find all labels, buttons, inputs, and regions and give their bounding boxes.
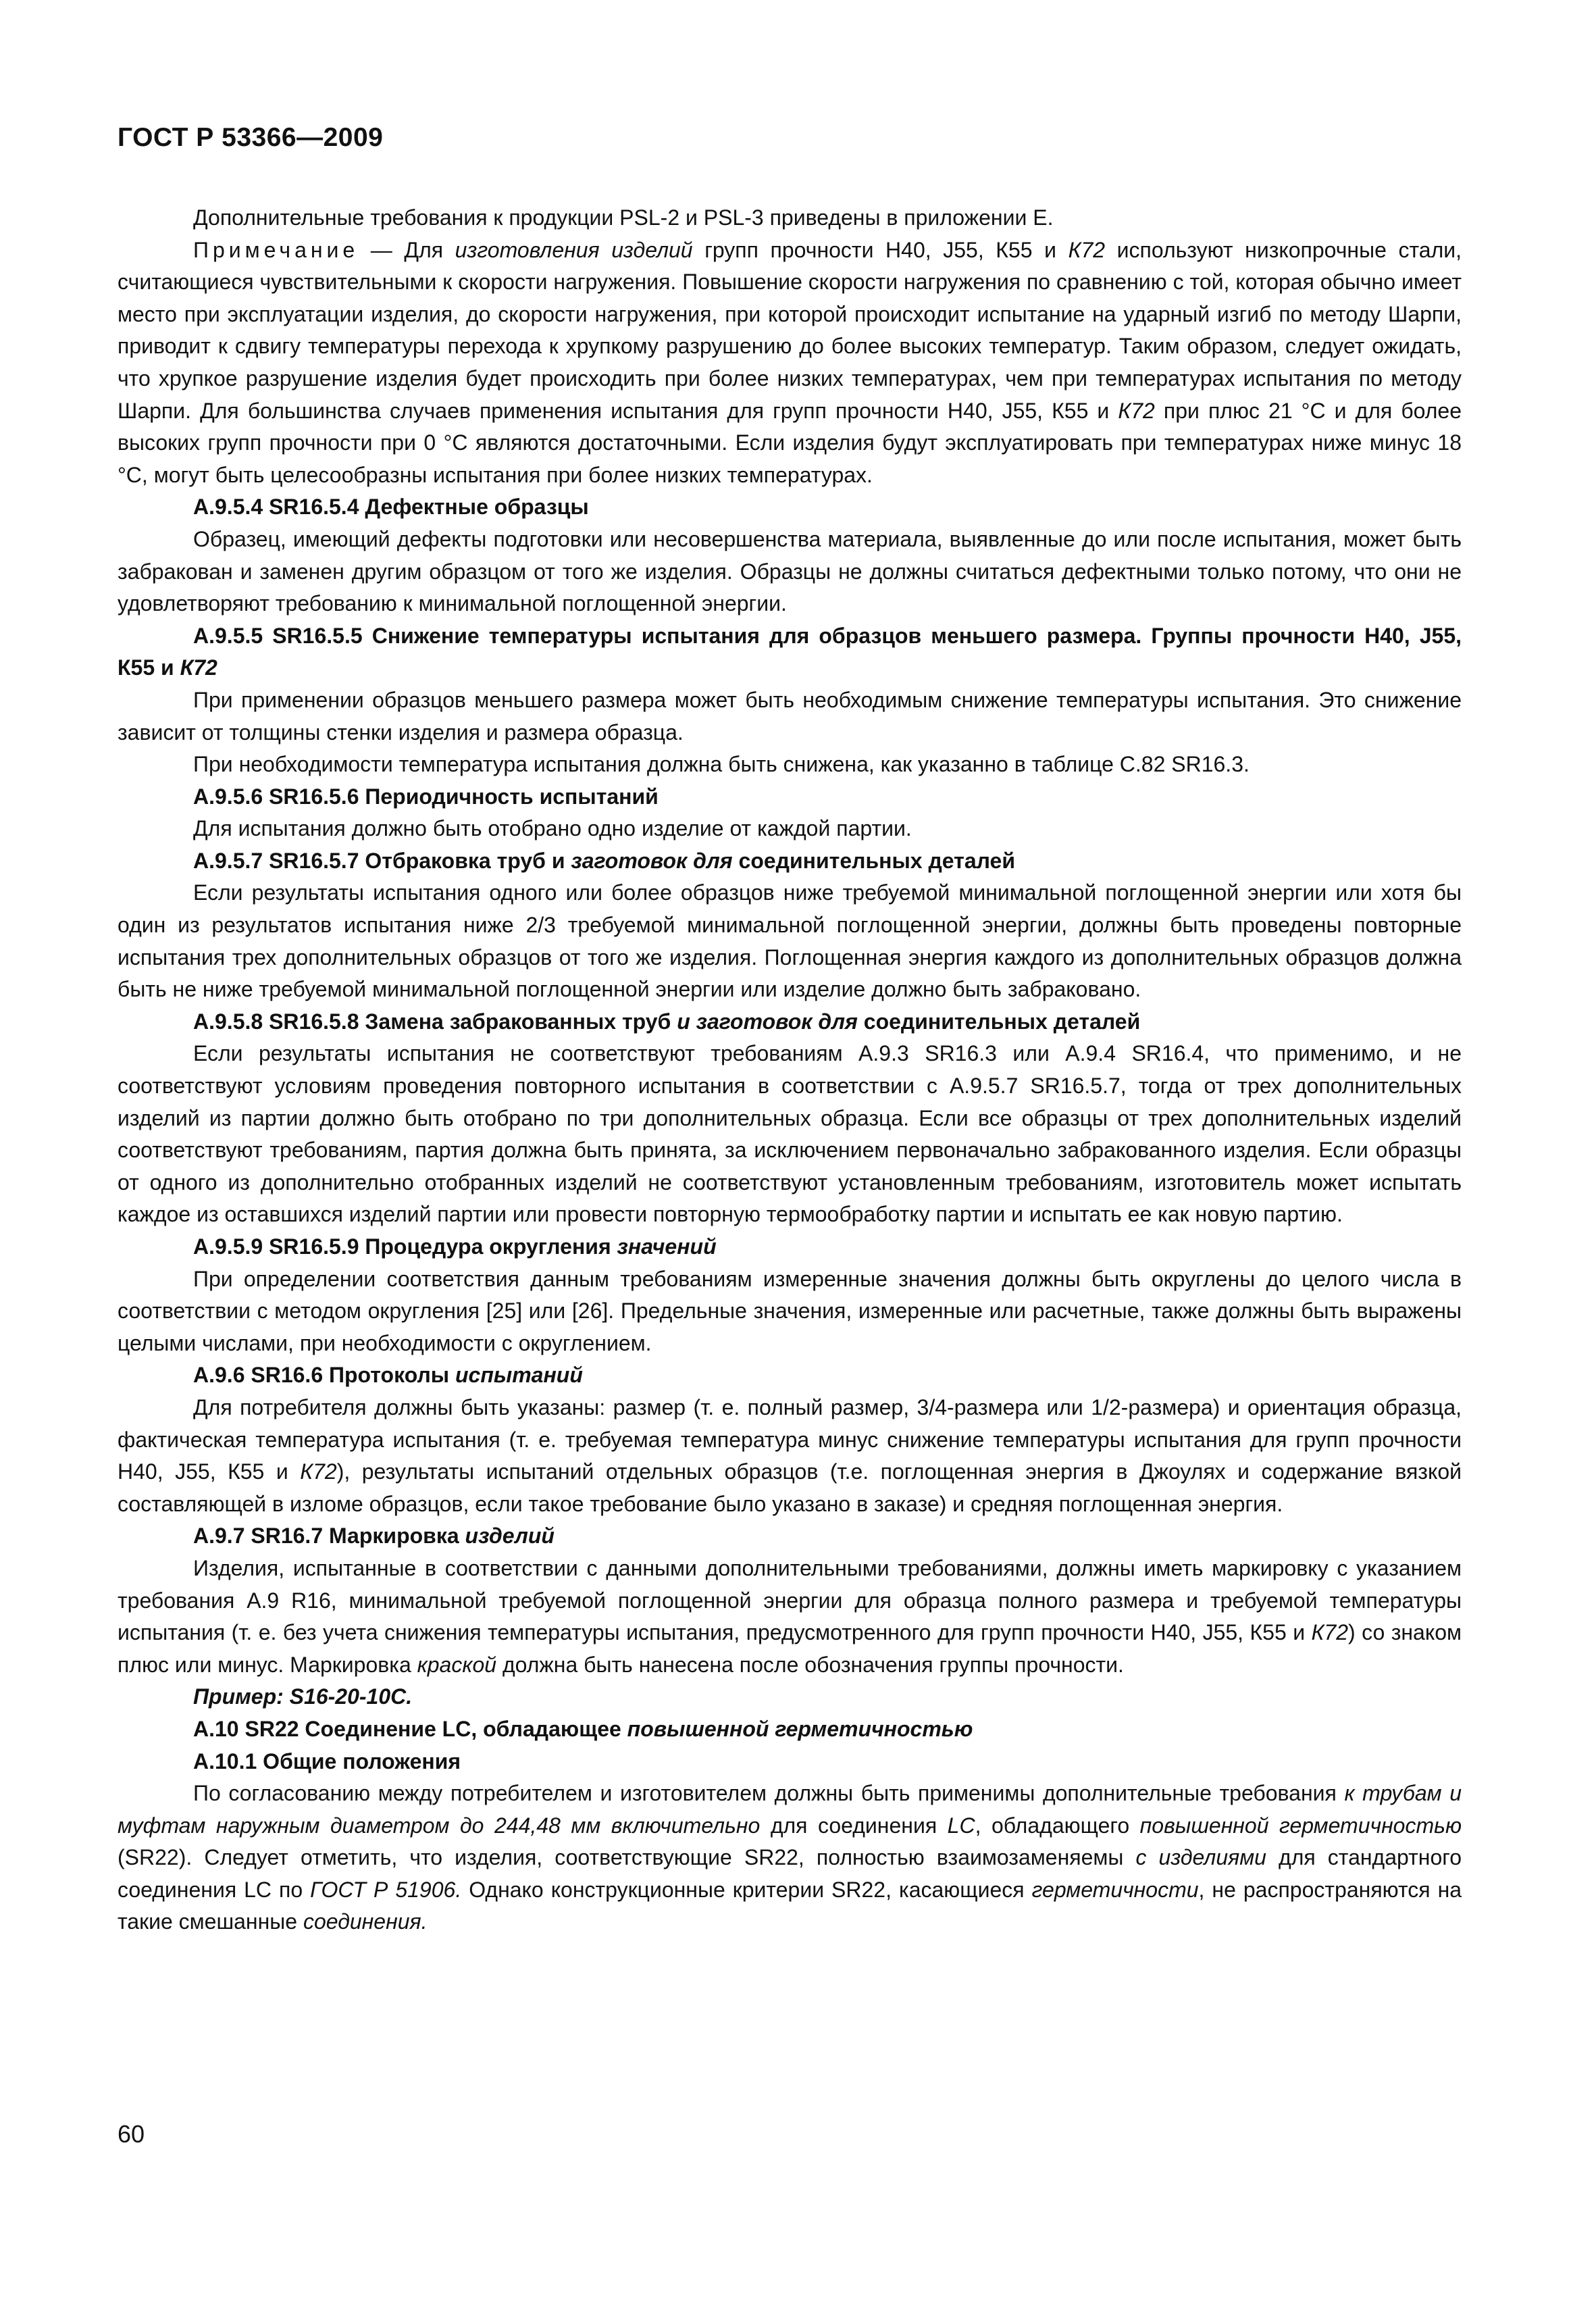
section-heading: А.9.5.6 SR16.5.6 Периодичность испытаний: [193, 784, 659, 809]
paragraph: При применении образцов меньшего размера может быть необходимым снижение температуры испытания. Это снижение зависит от толщины стенки изделия и размера образца.: [118, 687, 1462, 745]
section-heading: А.9.5.4 SR16.5.4 Дефектные образцы: [193, 495, 589, 520]
document-body: [118, 202, 1462, 1938]
note-label: Примечание: [193, 237, 359, 262]
document-header: ГОСТ Р 53366—2009: [118, 123, 384, 152]
section-heading: А.9.5.8 SR16.5.8 Замена забракованных труб и заготовок для соединительных деталей: [193, 1009, 1141, 1034]
paragraph: Для потребителя должны быть указаны: размер (т. е. полный размер, 3/4-размера или 1/2-размера) и ориентация образца, фактическая температура испытания (т. е. требуемая температура минус снижение температуры испытания для групп прочности Н40, J55, К55 и К72), результаты испытаний отдельных образцов (т.е. поглощенная энергия в Джоулях и содержание вязкой составляющей в изломе образцов, если такое требование было указано в заказе) и средняя поглощенная энергия.: [118, 1394, 1462, 1516]
paragraph: Если результаты испытания не соответствуют требованиям А.9.3 SR16.3 или А.9.4 SR16.4, что применимо, и не соответствуют условиям проведения повторного испытания в соответствии с А.9.5.7 SR16.5.7, тогда от трех дополнительных изделий из партии должно быть отобрано по три дополнительных образца. Если все образцы от трех дополнительных изделий соответствуют требованиям, партия должна быть принята, за исключением первоначально забракованного изделия. Если образцы от одного из дополнительно отобранных изделий не соответствуют установленным требованиям, изготовитель может испытать каждое из оставшихся изделий партии или провести повторную термообработку партии и испытать ее как новую партию.: [118, 1041, 1462, 1227]
section-heading: А.9.7 SR16.7 Маркировка изделий: [193, 1524, 555, 1549]
paragraph: Если результаты испытания одного или более образцов ниже требуемой минимальной поглощенной энергии или хотя бы один из результатов испытания ниже 2/3 требуемой минимальной поглощенной энергии, должны быть проведены повторные испытания трех дополнительных образцов от того же изделия. Поглощенная энергия каждого из дополнительных образцов должна быть не ниже требуемой минимальной поглощенной энергии или изделие должно быть забраковано.: [118, 880, 1462, 1002]
section-heading: А.10.1 Общие положения: [193, 1749, 461, 1774]
section-heading: А.9.5.9 SR16.5.9 Процедура округления значений: [193, 1234, 717, 1259]
paragraph: При определении соответствия данным требованиям измеренные значения должны быть округлены до целого числа в соответствии с методом округления [25] или [26]. Предельные значения, измеренные или расчетные, также должны быть выражены целыми числами, при необходимости с округлением.: [118, 1266, 1462, 1355]
section-heading: А.9.6 SR16.6 Протоколы испытаний: [193, 1363, 583, 1388]
paragraph: Образец, имеющий дефекты подготовки или несовершенства материала, выявленные до или после испытания, может быть забракован и заменен другим образцом от того же изделия. Образцы не должны считаться дефектными только потому, что они не удовлетворяют требованию к минимальной поглощенной энергии.: [118, 526, 1462, 616]
section-heading: А.9.5.5 SR16.5.5 Снижение температуры испытания для образцов меньшего размера. Группы прочности Н40, J55, К55 и К72: [118, 623, 1462, 680]
section-heading: А.10 SR22 Соединение LC, обладающее повышенной герметичностью: [193, 1716, 973, 1741]
paragraph: По согласованию между потребителем и изготовителем должны быть применимы дополнительные требования к трубам и муфтам наружным диаметром до 244,48 мм включительно для соединения LC, обладающего повышенной герметичностью (SR22). Следует отметить, что изделия, соответствующие SR22, полностью взаимозаменяемы с изделиями для стандартного соединения LC по ГОСТ Р 51906. Однако конструкционные критерии SR22, касающиеся герметичности, не распространяются на такие смешанные соединения.: [118, 1781, 1462, 1934]
section-heading: А.9.5.7 SR16.5.7 Отбраковка труб и заготовок для соединительных деталей: [193, 848, 1015, 873]
note-paragraph: Примечание — Для изготовления изделий групп прочности Н40, J55, К55 и К72 используют низкопрочные стали, считающиеся чувствительными к скорости нагружения. Повышение скорости нагружения по сравнению с той, которая обычно имеет место при эксплуатации изделия, до скорости нагружения, при которой происходит испытание на ударный изгиб по методу Шарпи, приводит к сдвигу температуры перехода к хрупкому разрушению до более высоких температур. Таким образом, следует ожидать, что хрупкое разрушение изделия будет происходить при более низких температурах, чем при температурах испытания по методу Шарпи. Для большинства случаев применения испытания для групп прочности Н40, J55, К55 и К72 при плюс 21 °С и для более высоких групп прочности при 0 °С являются достаточными. Если изделия будут эксплуатировать при температурах ниже минус 18 °С, могут быть целесообразны испытания при более низких температурах.: [118, 237, 1462, 487]
example-line: Пример: S16-20-10C.: [193, 1684, 413, 1709]
paragraph: Дополнительные требования к продукции PSL-2 и PSL-3 приведены в приложении Е.: [193, 205, 1054, 230]
paragraph: Для испытания должно быть отобрано одно изделие от каждой партии.: [193, 816, 912, 841]
paragraph: Изделия, испытанные в соответствии с данными дополнительными требованиями, должны иметь маркировку с указанием требования А.9 R16, минимальной требуемой поглощенной энергии для образца полного размера и требуемой температуры испытания (т. е. без учета снижения температуры испытания, предусмотренного для групп прочности Н40, J55, К55 и К72) со знаком плюс или минус. Маркировка краской должна быть нанесена после обозначения группы прочности.: [118, 1555, 1462, 1677]
page-number: 60: [118, 2120, 145, 2148]
paragraph: При необходимости температура испытания должна быть снижена, как указанно в таблице С.82 SR16.3.: [193, 752, 1250, 777]
